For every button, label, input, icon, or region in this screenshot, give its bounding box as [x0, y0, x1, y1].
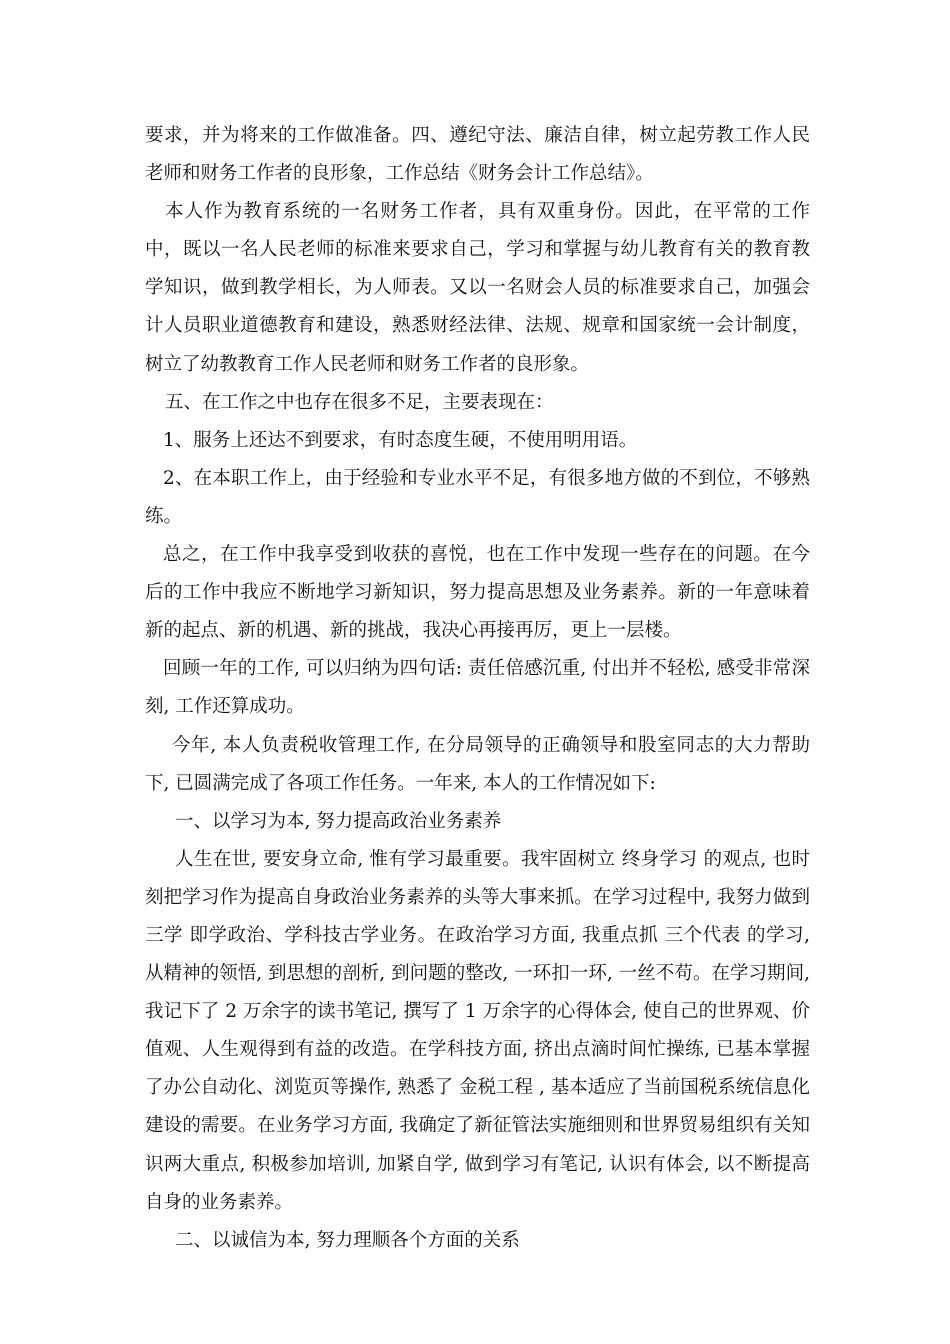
- paragraph-3: 五、在工作之中也存在很多不足，主要表现在：: [165, 391, 554, 413]
- paragraph-7: 回顾一年的工作, 可以归纳为四句话: 责任倍感沉重, 付出并不轻松, 感受非常深刻, 工作还算成功。: [145, 658, 810, 718]
- paragraph-1: 要求，并为将来的工作做准备。四、遵纪守法、廉洁自律，树立起劳教工作人民老师和财务工作者的良形象，工作总结《财务会计工作总结》。: [145, 125, 810, 185]
- section-heading-2: 二、以诚信为本, 努力理顺各个方面的关系: [175, 1229, 520, 1251]
- section-heading-1: 一、以学习为本, 努力提高政治业务素养: [175, 810, 502, 832]
- document-body: [145, 117, 810, 1260]
- paragraph-5: 2、在本职工作上，由于经验和专业水平不足，有很多地方做的不到位，不够熟练。: [145, 467, 810, 527]
- paragraph-8: 今年, 本人负责税收管理工作, 在分局领导的正确领导和股室同志的大力帮助下, 已圆满完成了各项工作任务。一年来, 本人的工作情况如下:: [145, 734, 810, 794]
- paragraph-2: 本人作为教育系统的一名财务工作者，具有双重身份。因此，在平常的工作中，既以一名人民老师的标准来要求自己，学习和掌握与幼儿教育有关的教育教学知识，做到教学相长，为人师表。又以一名财会人员的标准要求自己，加强会计人员职业道德教育和建设，熟悉财经法律、法规、规章和国家统一会计制度，树立了幼教教育工作人民老师和财务工作者的良形象。: [145, 201, 810, 375]
- paragraph-9: 人生在世, 要安身立命, 惟有学习最重要。我牢固树立 终身学习 的观点, 也时刻把学习作为提高自身政治业务素养的头等大事来抓。在学习过程中, 我努力做到 三学 即学政治、学科技古学业务。在政治学习方面, 我重点抓 三个代表 的学习, 从精神的领悟, 到思想的剖析, 到问题的整改, 一环扣一环, 一丝不苟。在学习期间, 我记下了 2 万余字的读书笔记, 撰写了 1 万余字的心得体会, 使自己的世界观、价值观、人生观得到有益的改造。在学科技方面, 挤出点滴时间忙操练, 已基本掌握了办公自动化、浏览页等操作, 熟悉了 金税工程 , 基本适应了当前国税系统信息化建设的需要。在业务学习方面, 我确定了新征管法实施细则和世界贸易组织有关知识两大重点, 积极参加培训, 加紧自学, 做到学习有笔记, 认识有体会, 以不断提高自身的业务素养。: [145, 848, 810, 1213]
- paragraph-6: 总之，在工作中我享受到收获的喜悦，也在工作中发现一些存在的问题。在今后的工作中我应不断地学习新知识，努力提高思想及业务素养。新的一年意味着新的起点、新的机遇、新的挑战，我决心再接再厉，更上一层楼。: [145, 544, 810, 642]
- paragraph-4: 1、服务上还达不到要求，有时态度生硬，不使用明用语。: [163, 429, 638, 451]
